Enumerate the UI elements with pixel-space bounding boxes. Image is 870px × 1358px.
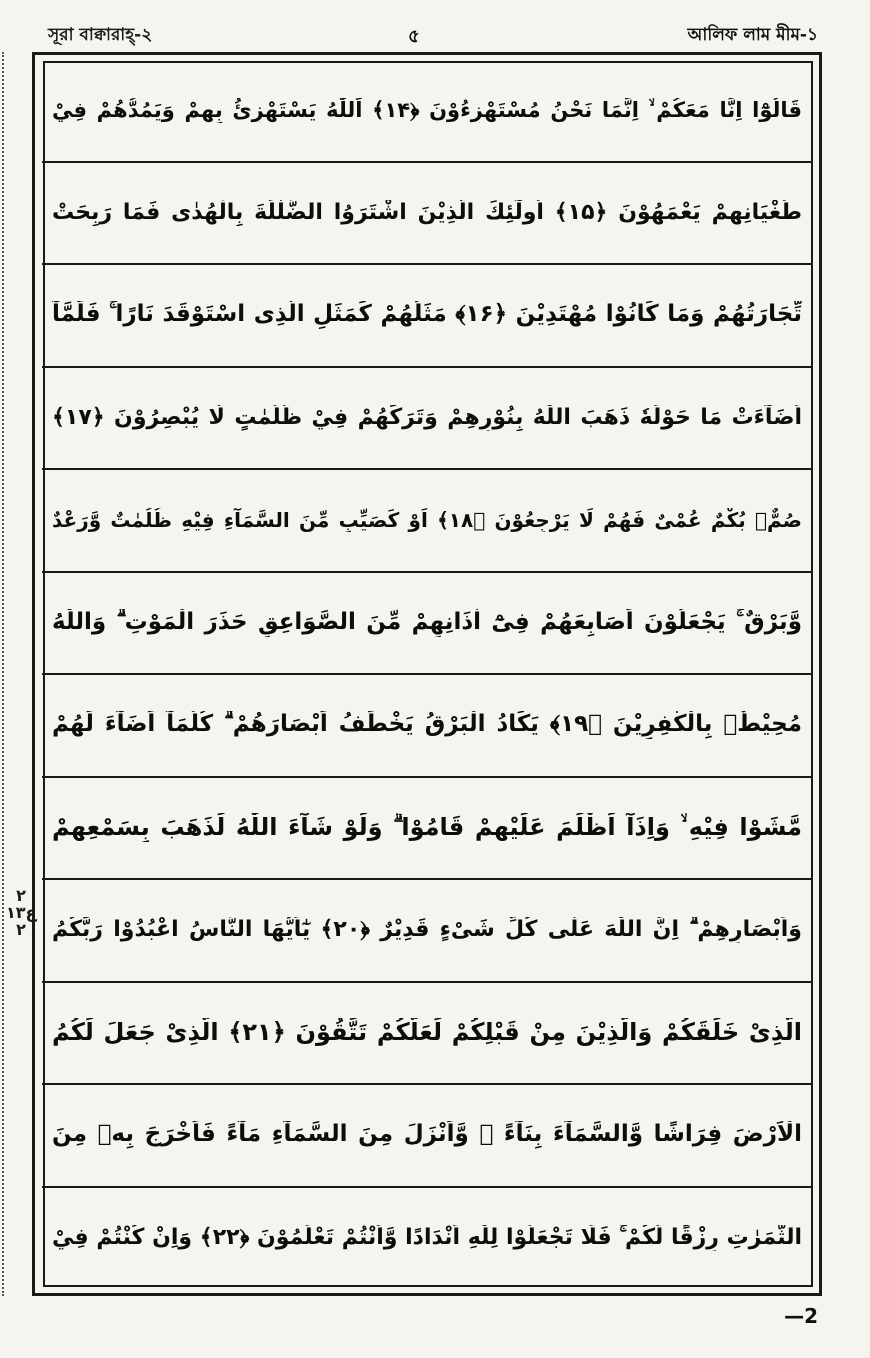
- arabic-text: الَّذِىْ خَلَقَكُمْ وَالَّذِيْنَ مِنْ قَبْلِكُمْ لَعَلَّكُمْ تَتَّقُوْنَ ﴿۲۱﴾ الَّذِىْ جَعَلَ لَكُمُ: [52, 1018, 802, 1047]
- arabic-text: الْاَرْضَ فِرَاشًا وَّالسَّمَآءَ بِنَآءً ۖ وَّاَنْزَلَ مِنَ السَّمَآءِ مَآءً فَاَخْرَجَ بِهٖ مِنَ: [52, 1121, 802, 1148]
- arabic-text: تِّجَارَتُهُمْ وَمَا كَانُوْا مُهْتَدِيْنَ ﴿۱۶﴾ مَثَلُهُمْ كَمَثَلِ الَّذِى اسْتَوْقَدَ نَارًا ۚ فَلَمَّآ: [52, 301, 802, 328]
- verse-lines: [42, 60, 812, 1288]
- verse-line: [42, 163, 812, 266]
- verse-line: [42, 983, 812, 1086]
- arabic-text: وَاَبْصَارِهِمْ ۗ اِنَّ اللّٰهَ عَلٰى كُلِّ شَىْءٍ قَدِيْرٌ ﴿۲۰﴾ يٰٓاَيُّهَا النَّاسُ اعْبُدُوْا رَبَّكُمُ: [52, 917, 802, 943]
- verse-line: [42, 60, 812, 163]
- arabic-text: وَّبَرْقٌ ۚ يَجْعَلُوْنَ اَصَابِعَهُمْ فِىْٓ اٰذَانِهِمْ مِّنَ الصَّوَاعِقِ حَذَرَ الْمَوْتِ ۗ وَاللّٰهُ: [52, 608, 802, 635]
- surah-name-header: সূরা বাক্বারাহ্-২: [48, 25, 153, 45]
- arabic-text: صُمٌّۢ بُكْمٌ عُمْىٌ فَهُمْ لَا يَرْجِعُوْنَ ﴿۱۸﴾ اَوْ كَصَيِّبٍ مِّنَ السَّمَآءِ فِيْهِ ظُلُمٰتٌ وَّرَعْدٌ: [52, 508, 802, 533]
- arabic-text: مَّشَوْا فِيْهِ ۙ وَاِذَآ اَظْلَمَ عَلَيْهِمْ قَامُوْا ۗ وَلَوْ شَآءَ اللّٰهُ لَذَهَبَ بِسَمْعِهِمْ: [52, 813, 802, 842]
- arabic-text: اَضَآءَتْ مَا حَوْلَهٗ ذَهَبَ اللّٰهُ بِنُوْرِهِمْ وَتَرَكَهُمْ فِيْ ظُلُمٰتٍ لَّا يُبْصِرُوْنَ ﴿۱۷﴾: [52, 404, 802, 430]
- page-number: ৫: [408, 26, 420, 47]
- verse-line: [42, 368, 812, 471]
- verse-line: [42, 778, 812, 881]
- ruku-marker-middle: ع۱۳: [6, 902, 37, 922]
- verse-line: [42, 675, 812, 778]
- arabic-text: طُغْيَانِهِمْ يَعْمَهُوْنَ ﴿۱۵﴾ اُولٰٓئِكَ الَّذِيْنَ اشْتَرَوُا الضَّلٰلَةَ بِالْهُدٰى فَمَا رَبِحَتْ: [52, 199, 802, 225]
- arabic-text: مُحِيْطٌۢ بِالْكٰفِرِيْنَ ﴿۱۹﴾ يَكَادُ الْبَرْقُ يَخْطَفُ اَبْصَارَهُمْ ۗ كُلَّمَآ اَضَآءَ لَهُمْ: [52, 711, 802, 738]
- verse-line: [42, 1188, 812, 1289]
- ruku-marker: [6, 888, 36, 938]
- verse-line: [42, 1085, 812, 1188]
- signature-mark: —2: [784, 1304, 818, 1328]
- verse-line: [42, 573, 812, 676]
- ruku-marker-bottom: ۲: [16, 919, 26, 939]
- verse-line: [42, 880, 812, 983]
- verse-line: [42, 470, 812, 573]
- page-header: [0, 0, 870, 50]
- para-name-header: আলিফ লাম মীম-১: [687, 25, 818, 45]
- verse-line: [42, 265, 812, 368]
- binding-edge: [2, 52, 8, 1296]
- arabic-text: الثَّمَرٰتِ رِزْقًا لَّكُمْ ۚ فَلَا تَجْعَلُوْا لِلّٰهِ اَنْدَادًا وَّاَنْتُمْ تَعْلَمُوْنَ ﴿۲۲﴾ وَاِنْ كُنْتُمْ فِيْ: [52, 1224, 802, 1250]
- ruku-marker-top: ۲: [16, 886, 26, 905]
- arabic-text: قَالُوْٓا اِنَّا مَعَكُمْ ۙ اِنَّمَا نَحْنُ مُسْتَهْزِءُوْنَ ﴿۱۴﴾ اَللّٰهُ يَسْتَهْزِئُ بِهِمْ وَيَمُدُّهُمْ فِيْ: [52, 97, 802, 122]
